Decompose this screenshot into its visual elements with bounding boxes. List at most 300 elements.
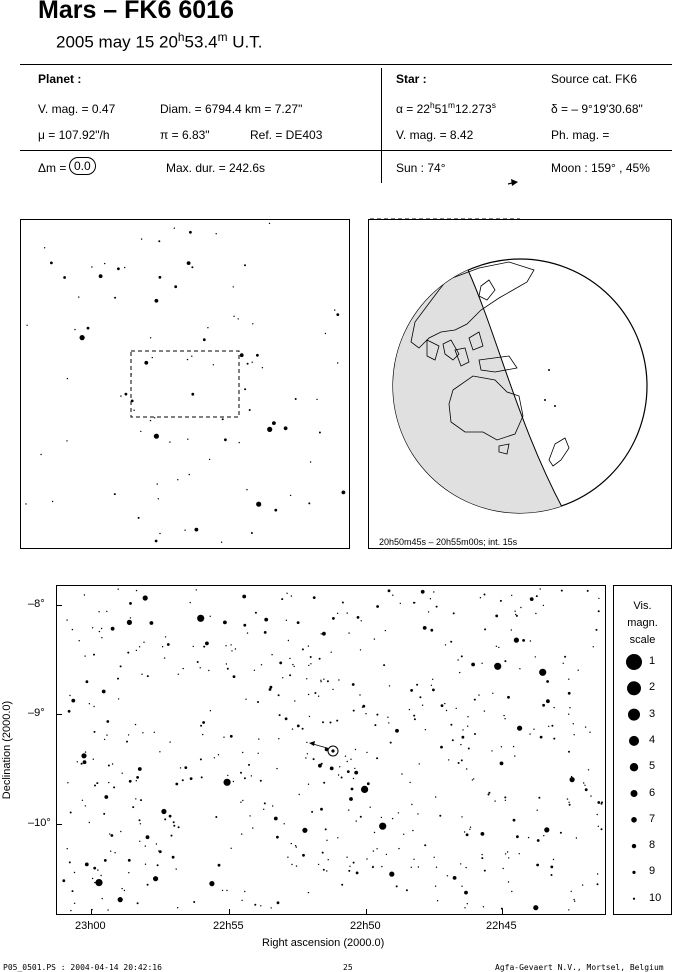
- star: [233, 675, 236, 678]
- star: [338, 679, 339, 680]
- star: [202, 734, 203, 735]
- star: [519, 853, 520, 854]
- star: [96, 782, 98, 784]
- star: [141, 674, 142, 675]
- star: [92, 627, 93, 628]
- star: [154, 732, 155, 733]
- star: [504, 796, 506, 798]
- star: [323, 782, 325, 784]
- star: [381, 817, 382, 818]
- star: [320, 681, 321, 682]
- star: [127, 620, 132, 625]
- alpha-sec: 12.273: [454, 102, 492, 116]
- star: [284, 426, 288, 430]
- star-right-ascension: [396, 100, 496, 116]
- star: [337, 613, 338, 614]
- star: [145, 864, 146, 865]
- star: [128, 860, 129, 861]
- star: [137, 902, 139, 904]
- star: [372, 866, 374, 868]
- star: [81, 753, 86, 758]
- star: [495, 615, 498, 618]
- star: [484, 710, 485, 711]
- star: [208, 670, 209, 671]
- star: [508, 857, 509, 858]
- star: [578, 670, 579, 671]
- alpha-min: 51: [434, 102, 448, 116]
- star: [306, 678, 307, 679]
- minutes-value: 53.4: [184, 32, 218, 52]
- star: [224, 779, 231, 786]
- star: [256, 354, 259, 357]
- star: [218, 754, 219, 755]
- star: [323, 679, 324, 680]
- star: [114, 297, 116, 299]
- star: [353, 778, 354, 779]
- star: [302, 828, 307, 833]
- star: [103, 813, 105, 815]
- star: [238, 318, 239, 319]
- page-title: Mars – FK6 6016: [38, 0, 234, 24]
- star: [457, 659, 458, 660]
- star: [319, 432, 321, 434]
- star: [297, 725, 300, 728]
- star: [597, 814, 598, 815]
- star: [537, 810, 538, 811]
- star: [240, 772, 242, 774]
- star: [425, 729, 426, 730]
- star: [488, 794, 490, 796]
- star: [464, 831, 465, 832]
- star: [302, 648, 304, 650]
- star: [587, 590, 589, 592]
- star: [118, 897, 123, 902]
- star: [177, 907, 178, 908]
- star: [546, 680, 549, 683]
- star: [107, 909, 108, 910]
- star: [543, 835, 544, 836]
- star: [93, 654, 95, 656]
- star: [478, 694, 479, 695]
- star: [80, 335, 85, 340]
- star: [242, 595, 246, 599]
- star: [241, 900, 242, 901]
- star: [585, 726, 586, 727]
- star: [568, 679, 569, 680]
- star: [79, 640, 80, 641]
- star: [517, 726, 522, 731]
- star: [318, 696, 319, 697]
- star: [147, 675, 149, 677]
- sun-elongation: Sun : 74°: [396, 161, 446, 175]
- star: [94, 882, 95, 883]
- star: [106, 734, 107, 735]
- star: [564, 656, 566, 658]
- star: [230, 735, 233, 738]
- star: [448, 759, 449, 760]
- star: [590, 795, 591, 796]
- star: [320, 808, 323, 811]
- star-declination: δ = – 9°19'30.68": [551, 102, 643, 116]
- star: [169, 441, 170, 442]
- alpha-prefix: α = 22: [396, 102, 430, 116]
- x-tick-label: 22h50: [350, 920, 381, 932]
- star: [264, 618, 268, 622]
- star: [544, 827, 549, 832]
- star: [376, 848, 377, 849]
- star: [95, 879, 102, 886]
- legend-magnitude-label: 9: [649, 865, 656, 878]
- star: [507, 696, 510, 699]
- date-prefix: 2005 may 15 20: [56, 32, 178, 52]
- star: [411, 867, 412, 868]
- star: [133, 410, 134, 411]
- legend-mark: [628, 709, 640, 721]
- star: [111, 834, 114, 837]
- star: [436, 867, 437, 868]
- star: [349, 797, 353, 801]
- star: [190, 602, 191, 603]
- star: [274, 509, 277, 512]
- star: [328, 859, 329, 860]
- star: [93, 867, 96, 870]
- star: [338, 774, 339, 775]
- star: [396, 885, 398, 887]
- star: [242, 752, 243, 753]
- star: [466, 833, 469, 836]
- star: [414, 718, 416, 720]
- star: [553, 738, 555, 740]
- star: [504, 718, 505, 719]
- star: [191, 356, 192, 357]
- star: [568, 751, 570, 753]
- star: [70, 812, 72, 814]
- star: [439, 815, 441, 817]
- star: [175, 783, 178, 786]
- star: [205, 642, 209, 646]
- star: [164, 657, 165, 658]
- star: [94, 785, 96, 787]
- star: [514, 638, 519, 643]
- x-tick-mark: [502, 909, 503, 915]
- footer-publisher: Agfa-Gevaert N.V., Mortsel, Belgium: [495, 963, 664, 972]
- star: [513, 746, 514, 747]
- star: [583, 782, 584, 783]
- star: [330, 767, 334, 771]
- star: [337, 837, 338, 838]
- star: [365, 713, 366, 714]
- star: [467, 726, 468, 727]
- legend-magnitude-label: 2: [649, 681, 656, 694]
- star: [361, 620, 362, 621]
- star: [519, 668, 520, 669]
- footer-file: P05_0501.PS : 2004-04-14 20:42:16: [3, 963, 162, 972]
- star: [86, 680, 89, 683]
- star: [203, 338, 206, 341]
- star: [330, 722, 332, 724]
- legend-magnitude-label: 7: [649, 812, 656, 825]
- star: [85, 805, 86, 806]
- star: [209, 459, 210, 460]
- star: [113, 786, 115, 788]
- star: [93, 706, 94, 707]
- star: [428, 611, 429, 612]
- star: [142, 732, 143, 733]
- star: [553, 707, 554, 708]
- star: [508, 881, 509, 882]
- star: [543, 605, 544, 606]
- star: [66, 440, 67, 441]
- star: [462, 736, 465, 739]
- star: [540, 588, 541, 589]
- star: [87, 327, 90, 330]
- star: [430, 629, 433, 632]
- star: [296, 865, 297, 866]
- star: [256, 502, 261, 507]
- star: [279, 714, 281, 716]
- x-tick-mark: [366, 909, 367, 915]
- star: [573, 723, 574, 724]
- star: [254, 670, 255, 671]
- star: [143, 642, 144, 643]
- star: [322, 852, 324, 854]
- star: [227, 668, 229, 670]
- star: [376, 757, 378, 759]
- star: [114, 493, 116, 495]
- star: [597, 801, 600, 804]
- info-bottom-rule: [20, 150, 672, 151]
- star: [203, 646, 205, 648]
- star-vmag: V. mag. = 8.42: [396, 128, 474, 142]
- star: [291, 864, 292, 865]
- legend-title-line: scale: [629, 634, 656, 646]
- finder-star-field: [21, 220, 349, 548]
- star: [131, 374, 132, 375]
- star: [309, 716, 310, 717]
- star: [131, 400, 134, 403]
- star: [503, 868, 504, 869]
- star: [529, 733, 530, 734]
- star: [173, 821, 175, 823]
- star: [348, 870, 350, 872]
- footer-page: 25: [343, 963, 353, 972]
- star: [276, 768, 277, 769]
- star: [157, 864, 159, 866]
- star: [322, 632, 326, 636]
- star: [104, 739, 105, 740]
- star: [244, 388, 246, 390]
- star: [349, 866, 350, 867]
- star: [503, 715, 504, 716]
- star: [187, 261, 191, 265]
- star: [388, 722, 389, 723]
- star: [132, 806, 134, 808]
- planet-heading: Planet :: [38, 72, 82, 86]
- star: [164, 818, 166, 820]
- star: [323, 869, 325, 871]
- star: [417, 813, 418, 814]
- star: [184, 530, 185, 531]
- star: [390, 742, 392, 744]
- star: [227, 775, 228, 776]
- star: [436, 606, 438, 608]
- star: [89, 822, 90, 823]
- star: [500, 762, 504, 766]
- star: [465, 867, 466, 868]
- star: [461, 759, 463, 761]
- star: [567, 798, 568, 799]
- star: [311, 811, 313, 813]
- star: [83, 760, 87, 764]
- star: [124, 267, 125, 268]
- star: [271, 907, 272, 908]
- x-tick-mark: [91, 909, 92, 915]
- star: [294, 700, 295, 701]
- star: [230, 644, 231, 645]
- star: [139, 646, 140, 647]
- star: [93, 759, 94, 760]
- star: [500, 600, 502, 602]
- star: [550, 866, 553, 869]
- star: [138, 517, 140, 519]
- delta-mag-value: 0.0: [69, 157, 96, 175]
- star: [308, 892, 309, 893]
- star: [560, 832, 562, 834]
- star: [307, 753, 308, 754]
- star: [150, 420, 151, 421]
- star: [551, 725, 553, 727]
- star: [367, 782, 370, 785]
- y-tick-mark: [56, 824, 62, 825]
- star: [242, 800, 243, 801]
- star: [85, 863, 89, 867]
- star: [140, 823, 141, 824]
- star: [444, 703, 445, 704]
- star: [570, 777, 575, 782]
- star: [346, 857, 347, 858]
- legend-magnitude-label: 10: [649, 891, 662, 904]
- star: [496, 646, 497, 647]
- star: [165, 636, 166, 637]
- star: [244, 891, 245, 892]
- star: [516, 615, 518, 617]
- star: [450, 641, 452, 643]
- star: [84, 655, 85, 656]
- star: [292, 664, 293, 665]
- star: [248, 764, 250, 766]
- star: [522, 639, 525, 642]
- star: [535, 656, 536, 657]
- star: [571, 891, 572, 892]
- star: [551, 874, 553, 876]
- star: [122, 773, 123, 774]
- star: [313, 596, 316, 599]
- alpha-h-sup: h: [429, 100, 435, 110]
- star: [598, 598, 599, 599]
- star: [325, 333, 326, 334]
- star: [67, 848, 68, 849]
- star: [597, 883, 599, 885]
- star: [568, 692, 571, 695]
- star: [360, 816, 362, 818]
- star: [235, 648, 236, 649]
- star: [102, 690, 106, 694]
- star: [347, 612, 348, 613]
- star: [97, 869, 98, 870]
- star: [114, 852, 115, 853]
- star: [481, 854, 482, 855]
- star: [456, 708, 457, 709]
- star: [481, 663, 482, 664]
- star: [190, 777, 193, 780]
- star: [89, 703, 90, 704]
- y-tick-label: –8°: [28, 598, 45, 610]
- star: [247, 363, 249, 365]
- star: [214, 757, 215, 758]
- star: [574, 901, 575, 902]
- star: [125, 393, 128, 396]
- star: [209, 881, 214, 886]
- star: [536, 595, 538, 597]
- star: [159, 850, 162, 853]
- magnitude-legend: [613, 585, 672, 915]
- star: [140, 431, 141, 432]
- star: [467, 716, 468, 717]
- legend-mark: [632, 871, 635, 874]
- star: [77, 761, 78, 762]
- star: [474, 699, 476, 701]
- star: [319, 658, 321, 660]
- star: [106, 611, 107, 612]
- star: [491, 750, 492, 751]
- star: [533, 905, 538, 910]
- star: [68, 710, 71, 713]
- star: [597, 873, 598, 874]
- star: [548, 726, 549, 727]
- star: [336, 720, 338, 722]
- star: [78, 296, 79, 297]
- star: [264, 631, 267, 634]
- star: [62, 879, 65, 882]
- legend-mark: [631, 790, 638, 797]
- star: [120, 395, 121, 396]
- star: [435, 796, 436, 797]
- star: [67, 782, 68, 783]
- star: [347, 770, 350, 773]
- star: [387, 717, 388, 718]
- star: [289, 674, 291, 676]
- legend-magnitude-label: 4: [649, 733, 656, 746]
- star: [326, 840, 327, 841]
- star: [411, 804, 412, 805]
- legend-magnitude-label: 5: [649, 760, 656, 773]
- star: [437, 900, 438, 901]
- star: [460, 744, 461, 745]
- star: [537, 839, 540, 842]
- star: [505, 800, 506, 801]
- star: [197, 661, 199, 663]
- x-tick-label: 22h55: [213, 920, 244, 932]
- star: [494, 800, 495, 801]
- legend-magnitude-label: 8: [649, 839, 656, 852]
- star: [174, 285, 177, 288]
- star: [210, 616, 211, 617]
- star: [447, 875, 448, 876]
- star: [370, 807, 371, 808]
- star: [453, 876, 457, 880]
- info-divider: [381, 68, 382, 183]
- star: [461, 886, 462, 887]
